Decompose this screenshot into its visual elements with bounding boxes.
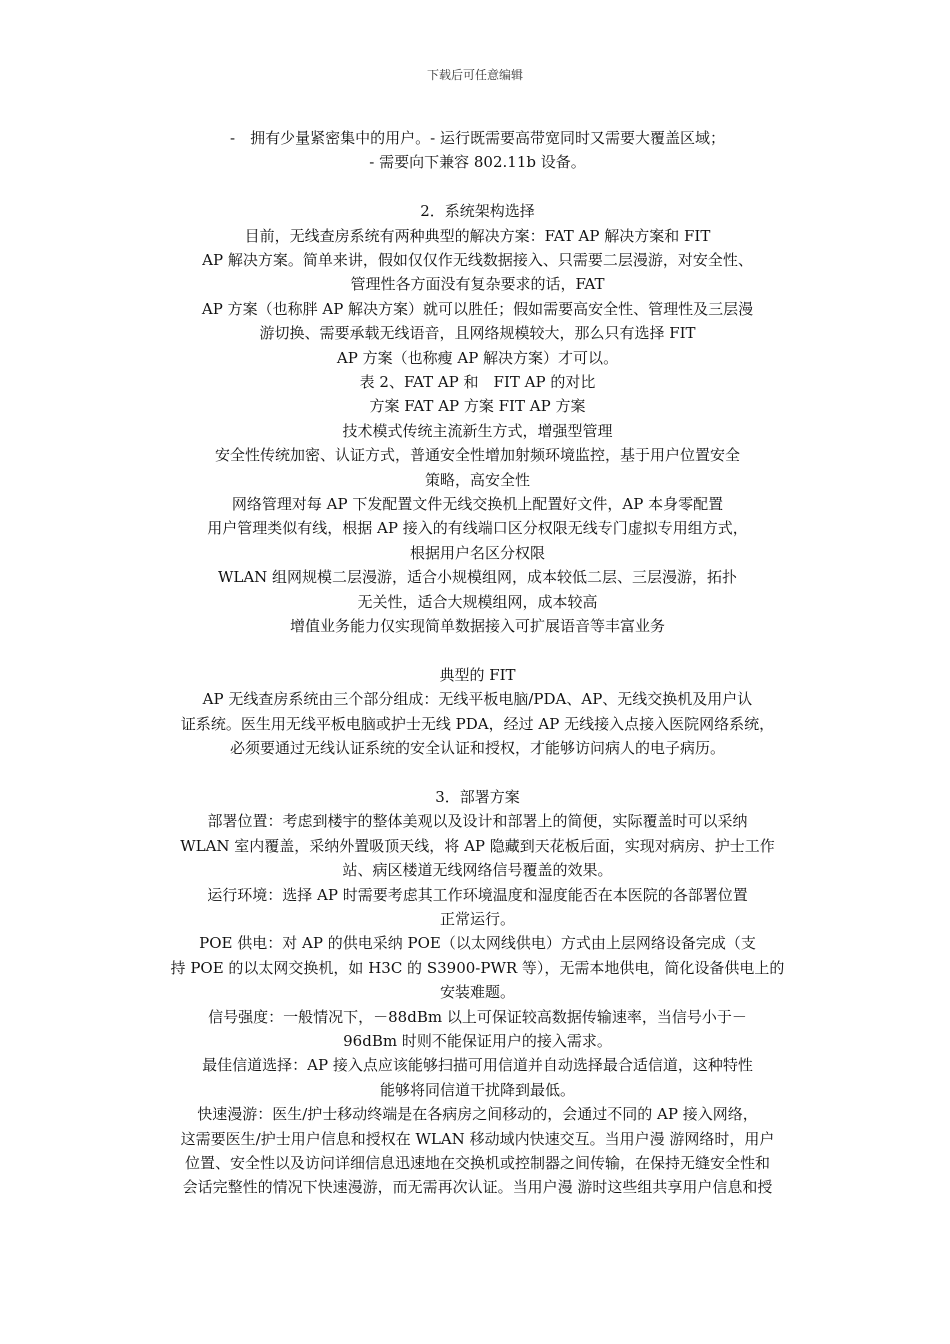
- text-line: 信号强度：一般情况下，－88dBm 以上可保证较高数据传输速率，当信号小于－: [208, 1007, 747, 1026]
- text-line: 典型的 FIT: [439, 665, 516, 684]
- text-line: 表 2、FAT AP 和 FIT AP 的对比: [359, 373, 596, 392]
- section-typical-fit: [145, 663, 810, 761]
- text-line: 无关性，适合大规模组网，成本较高: [357, 592, 598, 611]
- text-line: - 需要向下兼容 802.11b 设备。: [369, 153, 586, 172]
- text-line: 快速漫游：医生/护士移动终端是在各病房之间移动的，会通过不同的 AP 接入网络，: [197, 1105, 758, 1124]
- paragraph-gap: [145, 761, 810, 785]
- text-line: 安装难题。: [439, 983, 515, 1002]
- text-line: WLAN 室内覆盖，采纳外置吸顶天线，将 AP 隐藏到天花板后面，实现对病房、护士工作: [180, 836, 775, 855]
- text-line: 游切换、需要承载无线语音，且网络规模较大，那么只有选择 FIT: [259, 324, 696, 343]
- text-line: 证系统。医生用无线平板电脑或护士无线 PDA，经过 AP 无线接入点接入医院网络系统，: [180, 714, 775, 733]
- paragraph-gap: [145, 639, 810, 663]
- text-line: AP 方案（也称瘦 AP 解决方案）才可以。: [336, 348, 619, 367]
- text-line: 目前，无线查房系统有两种典型的解决方案：FAT AP 解决方案和 FIT: [244, 226, 711, 245]
- text-line: - 拥有少量紧密集中的用户。- 运行既需要高带宽同时又需要大覆盖区域；: [230, 129, 725, 147]
- section-deployment: [145, 785, 810, 1200]
- text-line: 持 POE 的以太网交换机，如 H3C 的 S3900-PWR 等），无需本地供电，简化设备供电上的: [170, 958, 785, 977]
- text-line: 增值业务能力仅实现简单数据接入可扩展语音等丰富业务: [289, 617, 665, 636]
- text-line: 能够将同信道干扰降到最低。: [379, 1080, 575, 1099]
- text-line: 必须要通过无线认证系统的安全认证和授权，才能够访问病人的电子病历。: [229, 739, 725, 758]
- text-line: 网络管理对每 AP 下发配置文件无线交换机上配置好文件，AP 本身零配置: [231, 495, 724, 514]
- text-line: 正常运行。: [439, 909, 515, 928]
- text-line: 位置、安全性以及访问详细信息迅速地在交换机或控制器之间传输，在保持无缝安全性和: [184, 1154, 770, 1173]
- text-line: 管理性各方面没有复杂要求的话，FAT: [350, 275, 605, 294]
- text-line: 运行环境：选择 AP 时需要考虑其工作环境温度和湿度能否在本医院的各部署位置: [207, 885, 748, 904]
- text-line: 站、病区楼道无线网络信号覆盖的效果。: [342, 861, 613, 880]
- section-intro: [145, 126, 810, 175]
- page-header: 下载后可任意编辑: [426, 68, 523, 82]
- document-body: [145, 126, 810, 1200]
- text-line: 96dBm 时则不能保证用户的接入需求。: [343, 1031, 612, 1050]
- text-line: 最佳信道选择：AP 接入点应该能够扫描可用信道并自动选择最合适信道，这种特性: [202, 1056, 753, 1075]
- text-line: 根据用户名区分权限: [409, 543, 545, 562]
- section-architecture: [145, 199, 810, 638]
- paragraph-gap: [145, 175, 810, 199]
- text-line: 部署位置：考虑到楼宇的整体美观以及设计和部署上的简便，实际覆盖时可以采纳: [207, 812, 748, 831]
- text-line: 这需要医生/护士用户信息和授权在 WLAN 移动域内快速交互。当用户漫 游网络时，用户: [180, 1129, 775, 1148]
- text-line: 用户管理类似有线，根据 AP 接入的有线端口区分权限无线专门虚拟专用组方式，: [207, 519, 748, 538]
- text-line: AP 无线查房系统由三个部分组成：无线平板电脑/PDA、AP、无线交换机及用户认: [202, 690, 753, 709]
- text-line: AP 方案（也称胖 AP 解决方案）就可以胜任；假如需要高安全性、管理性及三层漫: [201, 299, 754, 318]
- text-line: AP 解决方案。简单来讲，假如仅仅作无线数据接入、只需要二层漫游，对安全性、: [202, 251, 753, 270]
- text-line: 策略，高安全性: [424, 470, 530, 489]
- text-line: 安全性传统加密、认证方式，普通安全性增加射频环境监控，基于用户位置安全: [214, 446, 740, 465]
- text-line: 方案 FAT AP 方案 FIT AP 方案: [369, 397, 586, 416]
- text-line: WLAN 组网规模二层漫游，适合小规模组网，成本较低二层、三层漫游，拓扑: [217, 568, 738, 587]
- text-line: 2．系统架构选择: [420, 202, 535, 221]
- text-line: 会话完整性的情况下快速漫游，而无需再次认证。当用户漫 游时这些组共享用户信息和授: [182, 1178, 773, 1197]
- text-line: POE 供电：对 AP 的供电采纳 POE（以太网线供电）方式由上层网络设备完成（支: [199, 934, 756, 953]
- text-line: 技术模式传统主流新生方式，增强型管理: [342, 421, 613, 440]
- text-line: 3．部署方案: [435, 787, 520, 806]
